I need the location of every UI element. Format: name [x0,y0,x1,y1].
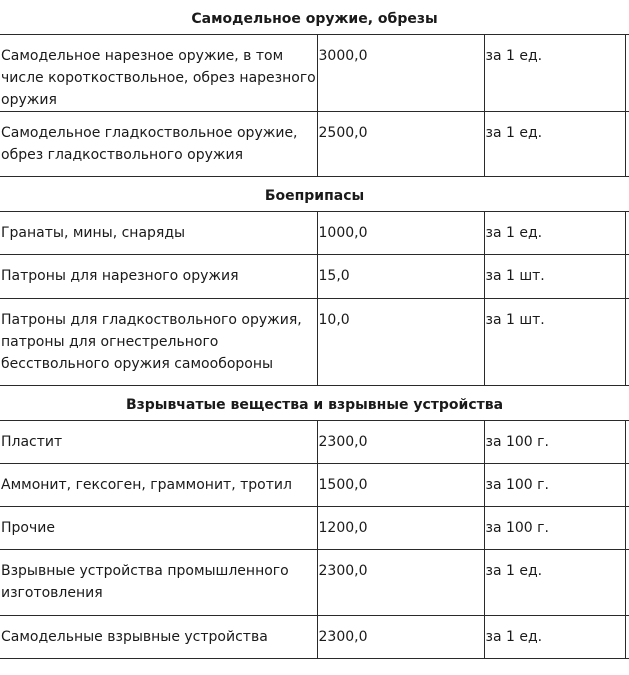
item-extra-cell [625,255,629,299]
item-name: Самодельное гладкоствольное оружие, обрез гладкоствольного оружия [0,112,317,177]
item-name: Патроны для нарезного оружия [0,255,317,299]
item-price: 2500,0 [317,112,484,177]
item-name: Самодельное нарезное оружие, в том числе короткоствольное, обрез нарезного оружия [0,35,317,112]
item-price: 1200,0 [317,507,484,550]
item-name: Гранаты, мины, снаряды [0,212,317,255]
table-row [0,255,629,299]
item-unit: за 1 ед. [484,35,625,112]
item-unit: за 100 г. [484,507,625,550]
item-name: Пластит [0,421,317,464]
item-name: Самодельные взрывные устройства [0,616,317,659]
item-extra-cell [625,35,629,112]
item-price: 1000,0 [317,212,484,255]
item-extra-cell [625,616,629,659]
table-row [0,616,629,659]
item-price: 2300,0 [317,616,484,659]
section-title: Взрывчатые вещества и взрывные устройства [125,397,504,413]
item-extra-cell [625,550,629,616]
item-price: 1500,0 [317,464,484,507]
table-row [0,550,629,616]
item-name: Прочие [0,507,317,550]
item-name: Взрывные устройства промышленного изготовления [0,550,317,616]
item-price: 15,0 [317,255,484,299]
item-extra-cell [625,299,629,386]
item-extra-cell [625,464,629,507]
item-extra-cell [625,112,629,177]
section-title: Самодельное оружие, обрезы [191,11,438,27]
item-unit: за 1 ед. [484,550,625,616]
table-row [0,507,629,550]
table-row [0,464,629,507]
table-row [0,212,629,255]
section-heading-row [0,177,629,212]
item-price: 10,0 [317,299,484,386]
item-unit: за 100 г. [484,421,625,464]
item-name: Патроны для гладкоствольного оружия, патроны для огнестрельного бесствольного оружия самообороны [0,299,317,386]
section-heading-row [0,386,629,421]
item-unit: за 1 шт. [484,255,625,299]
table-row [0,112,629,177]
item-unit: за 1 ед. [484,112,625,177]
item-extra-cell [625,421,629,464]
item-price: 3000,0 [317,35,484,112]
item-unit: за 1 ед. [484,212,625,255]
item-unit: за 100 г. [484,464,625,507]
section-title: Боеприпасы [264,188,365,204]
table-row [0,299,629,386]
table-row [0,421,629,464]
item-name: Аммонит, гексоген, граммонит, тротил [0,464,317,507]
section-heading-row [0,0,629,35]
item-unit: за 1 ед. [484,616,625,659]
item-price: 2300,0 [317,550,484,616]
table-row [0,35,629,112]
item-price: 2300,0 [317,421,484,464]
item-extra-cell [625,507,629,550]
item-unit: за 1 шт. [484,299,625,386]
item-extra-cell [625,212,629,255]
